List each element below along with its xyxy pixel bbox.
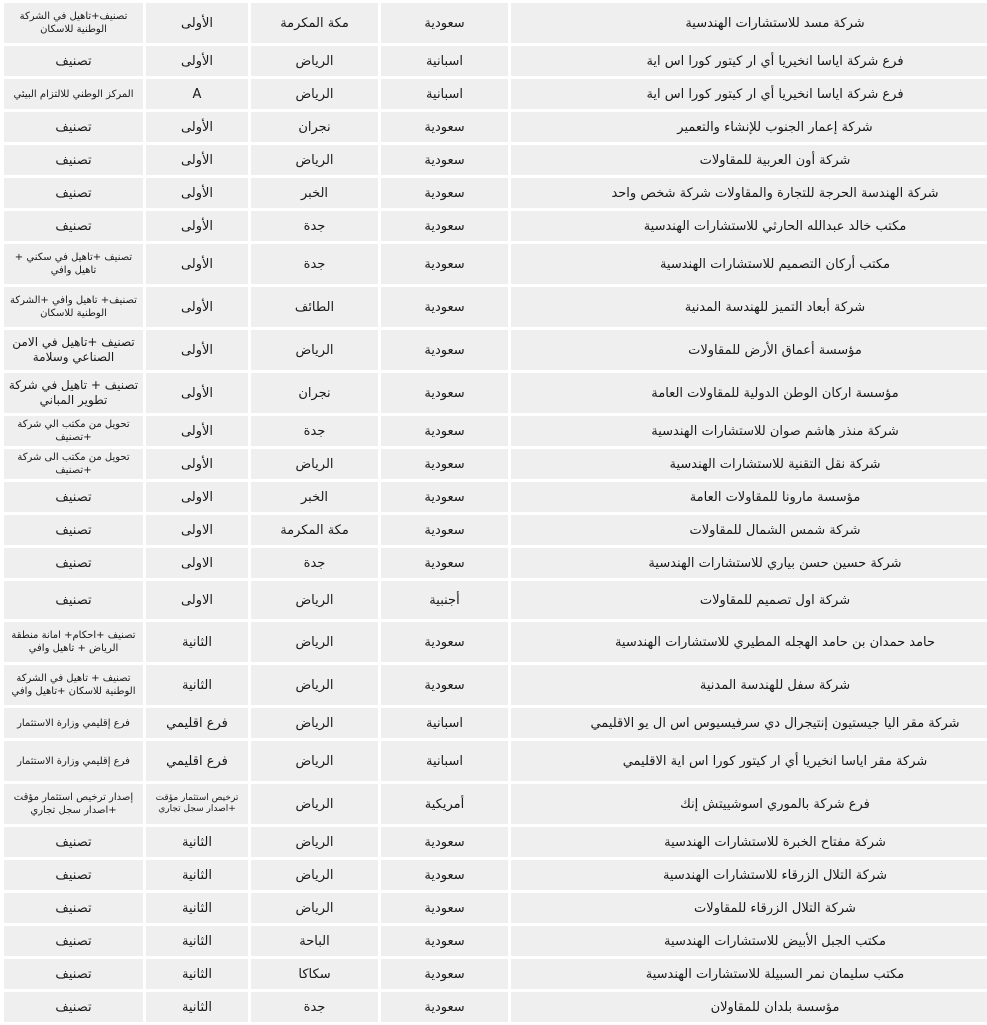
city-cell: الرياض [248,145,378,175]
city-cell: الباحة [248,926,378,956]
nationality-cell: سعودية [378,178,508,208]
service-cell: تصنيف [4,178,143,208]
grade-cell: الاولى [143,515,248,545]
company-name-cell: شركة منذر هاشم صوان للاستشارات الهندسية [508,416,987,446]
service-cell: تصنيف [4,581,143,619]
company-name-cell: مؤسسة أعماق الأرض للمقاولات [508,330,987,370]
city-cell: الرياض [248,860,378,890]
city-cell: الرياض [248,893,378,923]
grade-cell: الأولى [143,244,248,284]
service-cell: تصنيف [4,211,143,241]
service-cell: تصنيف [4,893,143,923]
company-registry-table [4,0,987,1025]
nationality-cell: سعودية [378,112,508,142]
grade-cell: الأولى [143,373,248,413]
table-row [4,548,987,578]
service-cell: تصنيف + تاهيل في شركة تطوير المباني [4,373,143,413]
table-row [4,860,987,890]
nationality-cell: اسبانية [378,708,508,738]
city-cell: الرياض [248,622,378,662]
table-row [4,622,987,662]
table-row [4,330,987,370]
city-cell: نجران [248,112,378,142]
service-cell: تصنيف [4,827,143,857]
service-cell: فرع إقليمي وزارة الاستثمار [4,741,143,781]
nationality-cell: سعودية [378,515,508,545]
table-row [4,926,987,956]
service-cell: فرع إقليمي وزارة الاستثمار [4,708,143,738]
service-cell: تصنيف [4,145,143,175]
grade-cell: A [143,79,248,109]
table-row [4,211,987,241]
company-name-cell: شركة مقر اياسا انخيريا أي ار كيتور كورا اس اية الاقليمي [508,741,987,781]
table-row [4,784,987,824]
table-row [4,893,987,923]
grade-cell: الأولى [143,211,248,241]
grade-cell: ترخيص استثمار مؤقت +اصدار سجل تجاري [143,784,248,824]
service-cell: تصنيف [4,515,143,545]
city-cell: الرياض [248,581,378,619]
service-cell: تصنيف [4,112,143,142]
grade-cell: الأولى [143,449,248,479]
nationality-cell: سعودية [378,827,508,857]
company-name-cell: شركة حسين حسن بياري للاستشارات الهندسية [508,548,987,578]
service-cell: تحويل من مكتب الي شركة +تصنيف [4,416,143,446]
service-cell: تصنيف +احكام+ امانة منطقة الرياض + تاهيل وافي [4,622,143,662]
company-name-cell: شركة أون العربية للمقاولات [508,145,987,175]
nationality-cell: سعودية [378,992,508,1022]
grade-cell: الأولى [143,178,248,208]
nationality-cell: سعودية [378,959,508,989]
nationality-cell: أمريكية [378,784,508,824]
company-name-cell: شركة مسد للاستشارات الهندسية [508,3,987,43]
nationality-cell: سعودية [378,145,508,175]
service-cell: تصنيف [4,959,143,989]
nationality-cell: سعودية [378,482,508,512]
service-cell: تصنيف [4,46,143,76]
table-row [4,244,987,284]
service-cell: تصنيف + تاهيل في الشركة الوطنية للاسكان +تاهيل وافي [4,665,143,705]
table-row [4,827,987,857]
grade-cell: الثانية [143,893,248,923]
city-cell: الرياض [248,46,378,76]
city-cell: الرياض [248,827,378,857]
city-cell: جدة [248,992,378,1022]
company-name-cell: مكتب خالد عبدالله الحارثي للاستشارات الهندسية [508,211,987,241]
grade-cell: فرع اقليمي [143,708,248,738]
service-cell: تحويل من مكتب الى شركة +تصنيف [4,449,143,479]
service-cell: تصنيف+تاهيل في الشركة الوطنية للاسكان [4,3,143,43]
table-row [4,708,987,738]
grade-cell: الاولى [143,548,248,578]
table-row [4,482,987,512]
service-cell: تصنيف +تاهيل في الامن الصناعي وسلامة [4,330,143,370]
table-row [4,959,987,989]
city-cell: جدة [248,244,378,284]
table-row [4,373,987,413]
city-cell: الخبر [248,482,378,512]
grade-cell: الثانية [143,827,248,857]
city-cell: الرياض [248,330,378,370]
nationality-cell: سعودية [378,548,508,578]
city-cell: الرياض [248,79,378,109]
nationality-cell: اسبانية [378,741,508,781]
company-name-cell: فرع شركة بالموري اسوشييتش إنك [508,784,987,824]
nationality-cell: أجنبية [378,581,508,619]
table-row [4,741,987,781]
nationality-cell: سعودية [378,416,508,446]
table-row [4,46,987,76]
service-cell: تصنيف [4,482,143,512]
registry-body [4,3,987,1022]
grade-cell: الثانية [143,959,248,989]
company-name-cell: شركة الهندسة الحرجة للتجارة والمقاولات شركة شخص واحد [508,178,987,208]
company-name-cell: شركة إعمار الجنوب للإنشاء والتعمير [508,112,987,142]
service-cell: تصنيف [4,926,143,956]
table-row [4,178,987,208]
company-name-cell: شركة أبعاد التميز للهندسة المدنية [508,287,987,327]
grade-cell: الأولى [143,145,248,175]
company-name-cell: مكتب أركان التصميم للاستشارات الهندسية [508,244,987,284]
city-cell: الرياض [248,708,378,738]
table-row [4,3,987,43]
table-row [4,79,987,109]
city-cell: مكة المكرمة [248,3,378,43]
grade-cell: الثانية [143,860,248,890]
nationality-cell: سعودية [378,211,508,241]
company-name-cell: شركة اول تصميم للمقاولات [508,581,987,619]
grade-cell: الثانية [143,992,248,1022]
nationality-cell: سعودية [378,893,508,923]
company-name-cell: مكتب سليمان نمر السبيلة للاستشارات الهندسية [508,959,987,989]
nationality-cell: سعودية [378,926,508,956]
service-cell: تصنيف [4,860,143,890]
city-cell: جدة [248,416,378,446]
company-name-cell: فرع شركة اياسا انخيريا أي ار كيتور كورا اس اية [508,46,987,76]
city-cell: الرياض [248,741,378,781]
grade-cell: الأولى [143,3,248,43]
table-row [4,287,987,327]
company-name-cell: فرع شركة اياسا انخيريا أي ار كيتور كورا اس اية [508,79,987,109]
table-row [4,112,987,142]
city-cell: الرياض [248,784,378,824]
company-name-cell: مكتب الجبل الأبيض للاستشارات الهندسية [508,926,987,956]
city-cell: نجران [248,373,378,413]
table-row [4,581,987,619]
nationality-cell: سعودية [378,373,508,413]
table-row [4,515,987,545]
grade-cell: الأولى [143,330,248,370]
service-cell: إصدار ترخيص استثمار مؤقت +اصدار سجل تجاري [4,784,143,824]
nationality-cell: سعودية [378,330,508,370]
table-row [4,145,987,175]
grade-cell: الاولى [143,581,248,619]
service-cell: تصنيف [4,548,143,578]
company-name-cell: مؤسسة مارونا للمقاولات العامة [508,482,987,512]
nationality-cell: سعودية [378,244,508,284]
grade-cell: الأولى [143,112,248,142]
company-name-cell: شركة مفتاح الخبرة للاستشارات الهندسية [508,827,987,857]
table-row [4,665,987,705]
company-name-cell: مؤسسة اركان الوطن الدولية للمقاولات العامة [508,373,987,413]
company-name-cell: حامد حمدان بن حامد الهجله المطيري للاستشارات الهندسية [508,622,987,662]
city-cell: مكة المكرمة [248,515,378,545]
company-name-cell: مؤسسة بلدان للمقاولان [508,992,987,1022]
service-cell: المركز الوطني للالتزام البيئي [4,79,143,109]
nationality-cell: سعودية [378,287,508,327]
company-name-cell: شركة التلال الزرقاء للمقاولات [508,893,987,923]
grade-cell: الاولى [143,482,248,512]
nationality-cell: سعودية [378,3,508,43]
table-row [4,449,987,479]
grade-cell: الأولى [143,287,248,327]
company-name-cell: شركة شمس الشمال للمقاولات [508,515,987,545]
city-cell: الطائف [248,287,378,327]
company-name-cell: شركة التلال الزرقاء للاستشارات الهندسية [508,860,987,890]
grade-cell: الثانية [143,665,248,705]
city-cell: الخبر [248,178,378,208]
city-cell: الرياض [248,449,378,479]
company-name-cell: شركة سفل للهندسة المدنية [508,665,987,705]
table-row [4,416,987,446]
grade-cell: فرع اقليمي [143,741,248,781]
grade-cell: الأولى [143,416,248,446]
grade-cell: الثانية [143,622,248,662]
nationality-cell: اسبانية [378,79,508,109]
nationality-cell: اسبانية [378,46,508,76]
city-cell: جدة [248,548,378,578]
service-cell: تصنيف [4,992,143,1022]
grade-cell: الثانية [143,926,248,956]
nationality-cell: سعودية [378,449,508,479]
grade-cell: الأولى [143,46,248,76]
company-name-cell: شركة مقر اليا جيستيون إنتيجرال دي سرفيسيوس اس ال يو الاقليمي [508,708,987,738]
company-name-cell: شركة نقل التقنية للاستشارات الهندسية [508,449,987,479]
city-cell: الرياض [248,665,378,705]
city-cell: سكاكا [248,959,378,989]
nationality-cell: سعودية [378,665,508,705]
city-cell: جدة [248,211,378,241]
service-cell: تصنيف +تاهيل في سكني + تاهيل وافي [4,244,143,284]
table-row [4,992,987,1022]
nationality-cell: سعودية [378,622,508,662]
service-cell: تصنيف+ تاهيل وافي +الشركة الوطنية للاسكان [4,287,143,327]
nationality-cell: سعودية [378,860,508,890]
